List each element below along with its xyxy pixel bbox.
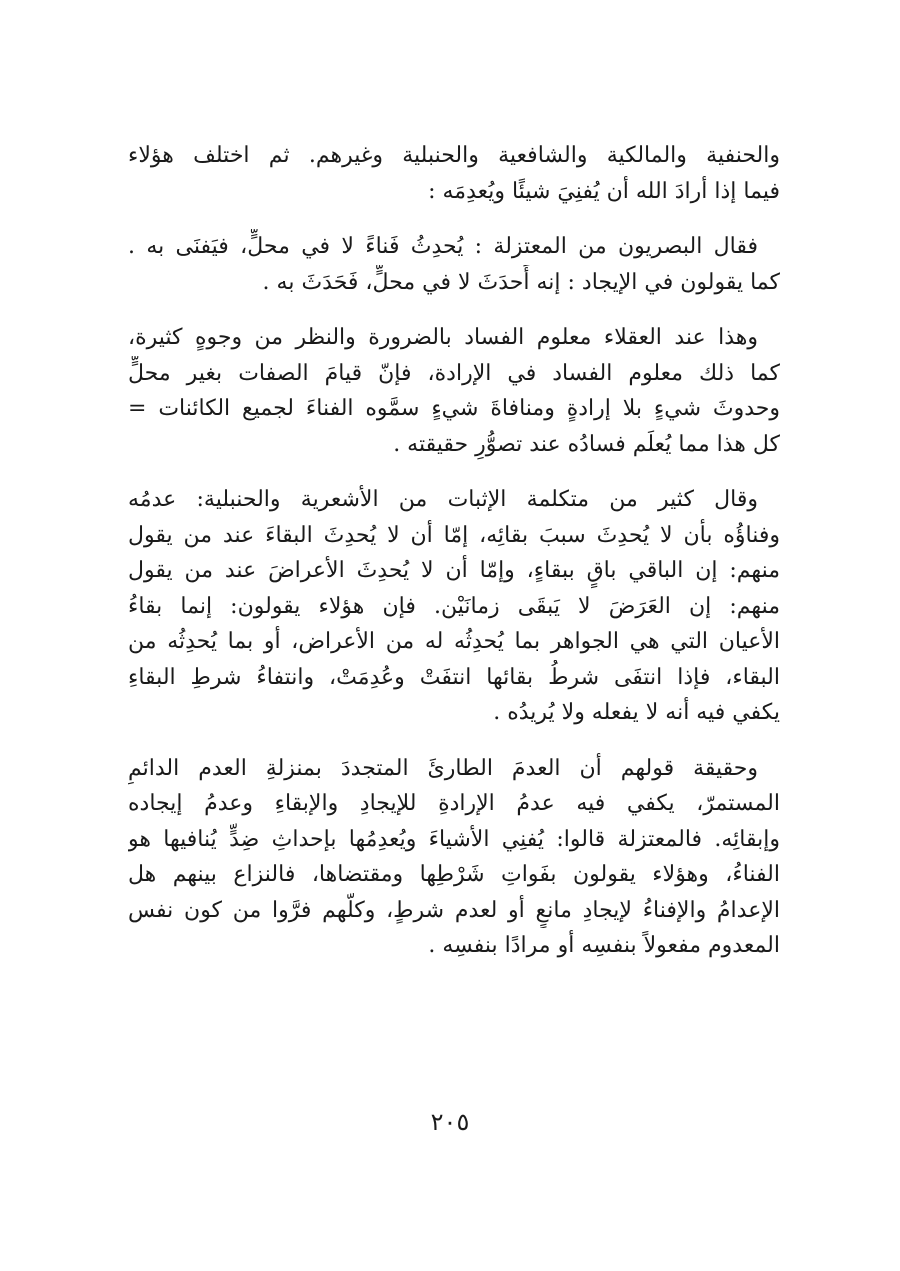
text-line: الفناءُ، وهؤلاء يقولون بفَواتِ شَرْطِها ومقتضاها، فالنزاع بينهم هل: [128, 862, 780, 887]
text-line: وفناؤُه بأن لا يُحدِثَ سببَ بقائِه، إمّا أن لا يُحدِثَ البقاءَ عند من يقول: [128, 522, 780, 548]
paragraph-1: [128, 138, 780, 209]
text-line: فيما إذا أرادَ الله أن يُفنِيَ شيئًا ويُعدِمَه :: [428, 178, 780, 204]
paragraph-3: [128, 320, 780, 462]
text-line: كما ذلك معلوم الفساد في الإرادة، فإنّ قيامَ الصفات بغير محلٍّ: [128, 360, 780, 386]
text-line: وهذا عند العقلاء معلوم الفساد بالضرورة والنظر من وجوهٍ كثيرة،: [128, 325, 758, 350]
text-line: وإبقائِه. فالمعتزلة قالوا: يُفنِي الأشياءَ ويُعدِمُها بإحداثِ ضِدٍّ يُنافيها هو: [128, 826, 780, 852]
text-line: المستمرّ، يكفي فيه عدمُ الإرادةِ للإيجادِ والإبقاءِ وعدمُ إيجاده: [128, 791, 780, 816]
page-body: [128, 138, 780, 964]
text-line: الإعدامُ والإفناءُ لإيجادِ مانعٍ أو لعدم شرطٍ، وكلُّهم فرَّوا من كون نفس: [128, 897, 780, 923]
text-line: منهم: إن الباقي باقٍ ببقاءٍ، وإمّا أن لا يُحدِثَ الأعراضَ عند من يقول: [128, 558, 780, 583]
text-line: وحقيقة قولهم أن العدمَ الطارئَ المتجددَ بمنزلةِ العدم الدائمِ: [128, 755, 758, 781]
text-line: والحنفية والمالكية والشافعية والحنبلية وغيرهم. ثم اختلف هؤلاء: [128, 143, 780, 168]
page-number: ٢٠٥: [430, 1108, 470, 1136]
text-line: منهم: إن العَرَضَ لا يَبقَى زمانَيْن. فإن هؤلاء يقولون: إنما بقاءُ: [128, 593, 780, 619]
paragraph-5: [128, 751, 780, 964]
text-line: فقال البصريون من المعتزلة : يُحدِثُ فَناءً لا في محلٍّ، فيَفنَى به .: [128, 234, 758, 259]
text-line: كل هذا مما يُعلَم فسادُه عند تصوُّرِ حقيقته .: [393, 431, 780, 457]
text-line: وقال كثير من متكلمة الإثبات من الأشعرية والحنبلية: عدمُه: [128, 487, 758, 512]
text-line: البقاء، فإذا انتفَى شرطُ بقائها انتفَتْ وعُدِمَتْ، وانتفاءُ شرطِ البقاءِ: [128, 664, 780, 690]
text-line: الأعيان التي هي الجواهر بما يُحدِثُه له من الأعراض، أو بما يُحدِثُه من: [128, 629, 780, 654]
text-line: يكفي فيه أنه لا يفعله ولا يُريدُه .: [493, 700, 780, 725]
text-line: كما يقولون في الإيجاد : إنه أَحدَثَ لا في محلٍّ، فَحَدَثَ به .: [262, 269, 780, 295]
paragraph-4: [128, 482, 780, 731]
text-line: وحدوثَ شيءٍ بلا إرادةٍ ومنافاةَ شيءٍ سمَّوه الفناءَ لجميع الكائنات =: [128, 396, 780, 421]
paragraph-2: [128, 229, 780, 300]
text-line: المعدوم مفعولاً بنفسِه أو مرادًا بنفسِه .: [428, 933, 780, 958]
